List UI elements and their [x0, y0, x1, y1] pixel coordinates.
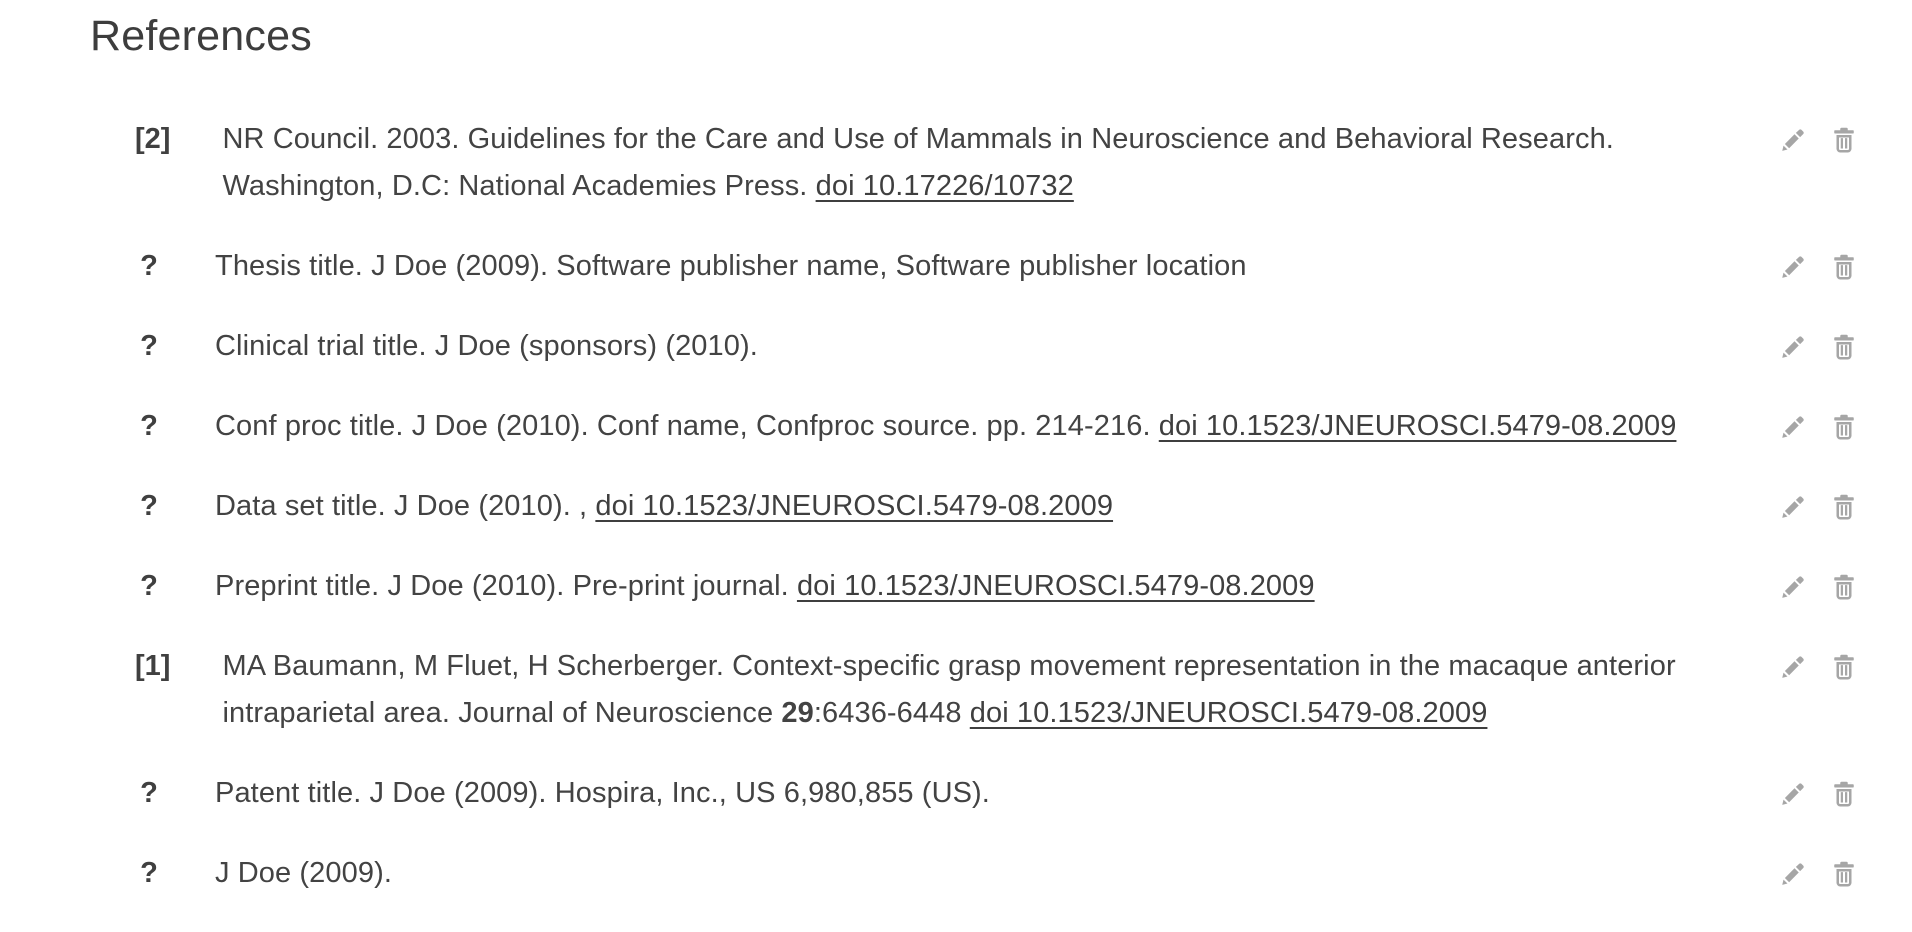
edit-reference-button[interactable] — [1778, 859, 1808, 889]
reference-row — [90, 483, 1862, 530]
delete-reference-button[interactable] — [1829, 332, 1859, 362]
doi-link[interactable]: doi 10.1523/JNEUROSCI.5479-08.2009 — [969, 697, 1488, 729]
trash-icon — [1829, 492, 1859, 522]
pencil-icon — [1778, 252, 1808, 282]
reference-marker: ? — [140, 410, 158, 442]
delete-reference-button[interactable] — [1829, 252, 1859, 282]
citation-text-segment: Conf proc title. J Doe (2010). Conf name, Confproc source. pp. 214-216. — [215, 410, 1159, 442]
trash-icon — [1829, 652, 1859, 682]
doi-link[interactable]: doi 10.1523/JNEUROSCI.5479-08.2009 — [1158, 410, 1677, 442]
reference-marker: ? — [140, 570, 158, 602]
trash-icon — [1829, 125, 1859, 155]
doi-link[interactable]: doi 10.1523/JNEUROSCI.5479-08.2009 — [595, 490, 1114, 522]
delete-reference-button[interactable] — [1829, 572, 1859, 602]
reference-actions — [1778, 403, 1862, 442]
reference-marker: ? — [140, 250, 158, 282]
reference-row — [90, 323, 1862, 370]
reference-marker: ? — [140, 330, 158, 362]
reference-actions — [1778, 483, 1862, 522]
edit-reference-button[interactable] — [1778, 652, 1808, 682]
pencil-icon — [1778, 859, 1808, 889]
reference-actions — [1778, 563, 1862, 602]
reference-actions — [1778, 643, 1862, 682]
edit-reference-button[interactable] — [1778, 252, 1808, 282]
reference-marker: [1] — [135, 650, 171, 682]
reference-marker: [2] — [135, 123, 171, 155]
edit-reference-button[interactable] — [1778, 412, 1808, 442]
reference-citation — [215, 563, 1778, 610]
citation-text-segment: Patent title. J Doe (2009). Hospira, Inc., US 6,980,855 (US). — [215, 777, 990, 809]
reference-row — [90, 116, 1862, 210]
reference-marker: ? — [140, 777, 158, 809]
reference-list — [90, 116, 1862, 897]
reference-actions — [1778, 116, 1862, 155]
citation-text-segment: NR Council. 2003. Guidelines for the Care and Use of Mammals in Neuroscience and Behavioral Research. Washington, D.C: National Academies Press. — [222, 123, 1614, 202]
pencil-icon — [1778, 652, 1808, 682]
reference-citation — [222, 643, 1778, 737]
delete-reference-button[interactable] — [1829, 492, 1859, 522]
reference-marker: ? — [140, 857, 158, 889]
reference-actions — [1778, 243, 1862, 282]
pencil-icon — [1778, 332, 1808, 362]
reference-citation — [215, 243, 1778, 290]
reference-citation — [215, 483, 1778, 530]
trash-icon — [1829, 332, 1859, 362]
reference-citation — [215, 323, 1778, 370]
edit-reference-button[interactable] — [1778, 332, 1808, 362]
delete-reference-button[interactable] — [1829, 652, 1859, 682]
reference-row — [90, 403, 1862, 450]
trash-icon — [1829, 412, 1859, 442]
delete-reference-button[interactable] — [1829, 859, 1859, 889]
reference-row — [90, 850, 1862, 897]
reference-citation — [215, 770, 1778, 817]
reference-citation — [215, 403, 1778, 450]
reference-citation — [222, 116, 1778, 210]
doi-link[interactable]: doi 10.17226/10732 — [815, 170, 1074, 202]
citation-text-segment: 29 — [781, 697, 814, 729]
citation-text-segment: :6436-6448 — [813, 697, 970, 729]
pencil-icon — [1778, 492, 1808, 522]
reference-actions — [1778, 850, 1862, 889]
citation-text-segment: Data set title. J Doe (2010). , — [215, 490, 596, 522]
references-title: References — [90, 12, 312, 60]
edit-reference-button[interactable] — [1778, 125, 1808, 155]
trash-icon — [1829, 859, 1859, 889]
reference-citation — [215, 850, 1778, 897]
reference-row — [90, 770, 1862, 817]
pencil-icon — [1778, 125, 1808, 155]
pencil-icon — [1778, 779, 1808, 809]
trash-icon — [1829, 252, 1859, 282]
doi-link[interactable]: doi 10.1523/JNEUROSCI.5479-08.2009 — [796, 570, 1315, 602]
reference-row — [90, 643, 1862, 737]
citation-text-segment: J Doe (2009). — [215, 857, 392, 889]
reference-row — [90, 243, 1862, 290]
reference-actions — [1778, 323, 1862, 362]
edit-reference-button[interactable] — [1778, 492, 1808, 522]
pencil-icon — [1778, 412, 1808, 442]
edit-reference-button[interactable] — [1778, 779, 1808, 809]
reference-row — [90, 563, 1862, 610]
citation-text-segment: Thesis title. J Doe (2009). Software publisher name, Software publisher location — [215, 250, 1247, 282]
reference-actions — [1778, 770, 1862, 809]
delete-reference-button[interactable] — [1829, 125, 1859, 155]
citation-text-segment: MA Baumann, M Fluet, H Scherberger. Context-specific grasp movement representation in the macaque anterior intraparietal area. Journal of Neuroscience — [222, 650, 1676, 729]
pencil-icon — [1778, 572, 1808, 602]
delete-reference-button[interactable] — [1829, 412, 1859, 442]
delete-reference-button[interactable] — [1829, 779, 1859, 809]
edit-reference-button[interactable] — [1778, 572, 1808, 602]
trash-icon — [1829, 779, 1859, 809]
trash-icon — [1829, 572, 1859, 602]
citation-text-segment: Clinical trial title. J Doe (sponsors) (2010). — [215, 330, 758, 362]
reference-marker: ? — [140, 490, 158, 522]
citation-text-segment: Preprint title. J Doe (2010). Pre-print journal. — [215, 570, 797, 602]
